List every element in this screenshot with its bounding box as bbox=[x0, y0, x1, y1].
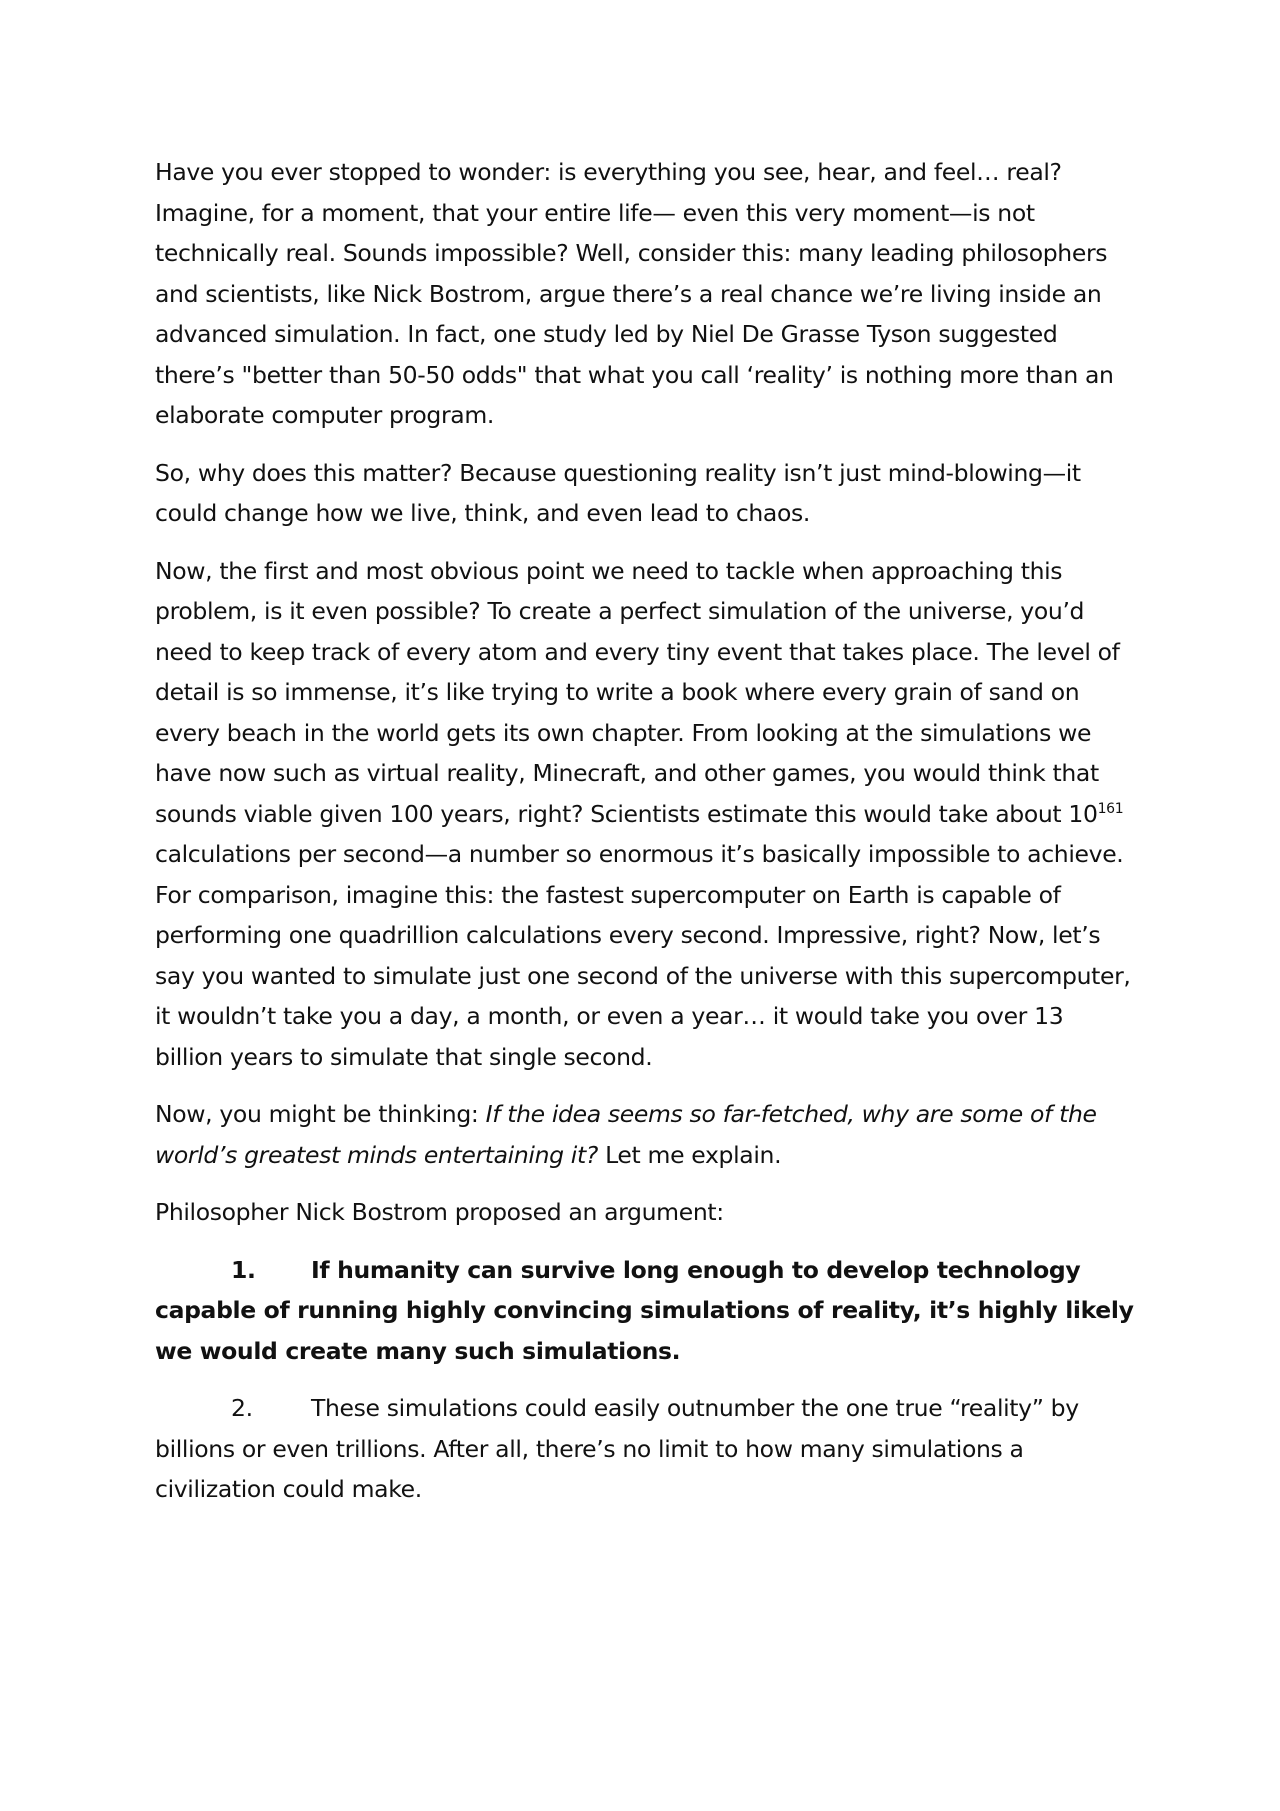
paragraph-why-matter bbox=[155, 453, 1135, 534]
list-number: 2. bbox=[231, 1394, 253, 1422]
list-item-1 bbox=[155, 1250, 1135, 1372]
list-item-text: These simulations could easily outnumber the one true “reality” by billions or even trillions. After all, there’s no limit to how many simulations a civilization could make. bbox=[155, 1394, 1079, 1503]
paragraph-why-matter-text: So, why does this matter? Because questioning reality isn’t just mind-blowing—it could change how we live, think, and even lead to chaos. bbox=[155, 458, 1081, 527]
exponent-superscript: 161 bbox=[1097, 800, 1124, 817]
list-item-2 bbox=[155, 1388, 1135, 1510]
paragraph-feasibility-text-start: Now, the first and most obvious point we need to tackle when approaching this problem, is it even possible? To create a perfect simulation of the universe, you’d need to keep track of every atom and every tiny event that takes place. The level of detail is so immense, it’s like trying to write a book where every grain of sand on every beach in the world gets its own chapter. From looking at the simulations we have now such as virtual reality, Minecraft, and other games, you would think that sounds viable given 100 years, right? Scientists estimate this would take about 10 bbox=[155, 556, 1120, 828]
paragraph-thinking-start: Now, you might be thinking: bbox=[155, 1100, 486, 1128]
paragraph-intro-text: Have you ever stopped to wonder: is everything you see, hear, and feel… real? Imagine, for a moment, that your entire life— even this very moment—is not technically real. Sounds impossible? Well, consider this: many leading philosophers and scientists, like Nick Bostrom, argue there’s a real chance we’re living inside an advanced simulation. In fact, one study led by Niel De Grasse Tyson suggested there’s "better than 50-50 odds" that what you call ‘reality’ is nothing more than an elaborate computer program. bbox=[155, 158, 1114, 429]
document-body bbox=[155, 152, 1135, 1527]
list-item-text: If humanity can survive long enough to develop technology capable of running highly convincing simulations of reality, it’s highly likely we would create many such simulations. bbox=[155, 1255, 1134, 1365]
paragraph-bostrom bbox=[155, 1192, 1135, 1233]
paragraph-thinking bbox=[155, 1094, 1135, 1175]
list-number: 1. bbox=[231, 1255, 256, 1284]
paragraph-thinking-italic: If the idea seems so far-fetched, why are some of the world’s greatest minds entertaining it? bbox=[155, 1100, 1097, 1169]
paragraph-intro bbox=[155, 152, 1135, 436]
paragraph-feasibility bbox=[155, 551, 1135, 1078]
paragraph-thinking-end: Let me explain. bbox=[597, 1140, 782, 1169]
paragraph-bostrom-text: Philosopher Nick Bostrom proposed an argument: bbox=[155, 1198, 724, 1226]
paragraph-feasibility-text-end: calculations per second—a number so enormous it’s basically impossible to achieve. For comparison, imagine this: the fastest supercomputer on Earth is capable of performing one quadrillion calculations every second. Impressive, right? Now, let’s say you wanted to simulate just one second of the universe with this supercomputer, it wouldn’t take you a day, a month, or even a year… it would take you over 13 billion years to simulate that single second. bbox=[155, 840, 1131, 1071]
